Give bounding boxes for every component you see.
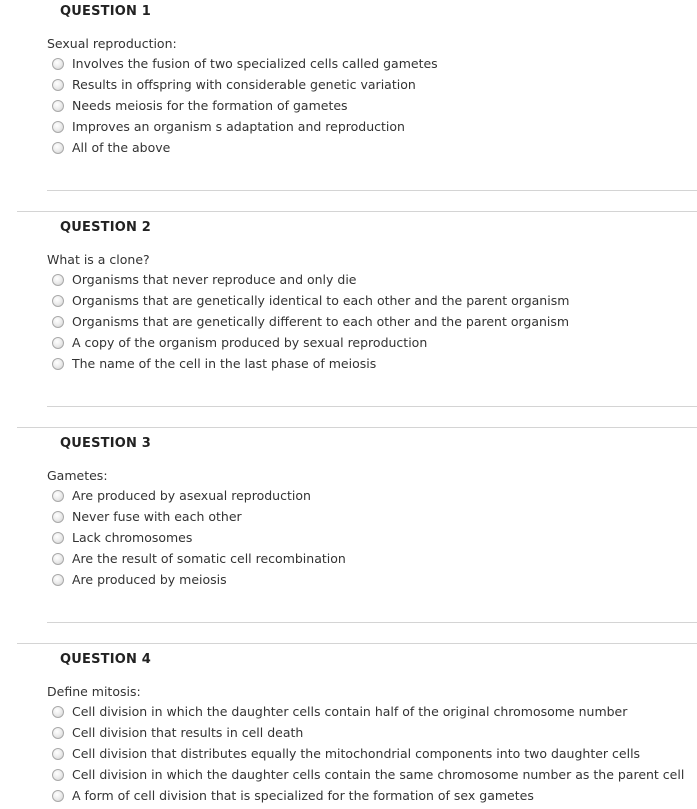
question-header: QUESTION 3 (60, 436, 152, 451)
answer-option[interactable] (52, 353, 569, 374)
question-block-1 (0, 0, 697, 215)
radio-button[interactable] (52, 79, 64, 91)
radio-button[interactable] (52, 790, 64, 802)
answer-option-label: Cell division that distributes equally the mitochondrial components into two daughter cells (72, 746, 641, 761)
answer-option[interactable] (52, 527, 346, 548)
question-divider (47, 622, 697, 623)
question-prompt: What is a clone? (47, 252, 150, 267)
answer-option-label: Results in offspring with considerable genetic variation (72, 77, 416, 92)
answer-options (52, 53, 438, 158)
answer-option[interactable] (52, 701, 684, 722)
section-divider (17, 643, 697, 644)
answer-option[interactable] (52, 485, 346, 506)
answer-option[interactable] (52, 548, 346, 569)
radio-button[interactable] (52, 58, 64, 70)
radio-button[interactable] (52, 511, 64, 523)
answer-option[interactable] (52, 95, 438, 116)
answer-option[interactable] (52, 569, 346, 590)
question-header: QUESTION 1 (60, 4, 152, 19)
answer-option[interactable] (52, 269, 569, 290)
radio-button[interactable] (52, 553, 64, 565)
radio-button[interactable] (52, 142, 64, 154)
answer-option[interactable] (52, 290, 569, 311)
answer-options (52, 485, 346, 590)
answer-option-label: Cell division in which the daughter cells contain half of the original chromosome number (72, 704, 628, 719)
answer-option-label: Organisms that are genetically identical to each other and the parent organism (72, 293, 570, 308)
answer-option[interactable] (52, 785, 684, 806)
answer-option[interactable] (52, 116, 438, 137)
question-block-4 (0, 648, 697, 809)
answer-option[interactable] (52, 764, 684, 785)
answer-option-label: Needs meiosis for the formation of gametes (72, 98, 348, 113)
answer-option-label: Never fuse with each other (72, 509, 242, 524)
answer-options (52, 269, 569, 374)
question-block-3 (0, 432, 697, 647)
answer-option[interactable] (52, 332, 569, 353)
radio-button[interactable] (52, 532, 64, 544)
question-divider (47, 190, 697, 191)
answer-option-label: A copy of the organism produced by sexual reproduction (72, 335, 428, 350)
answer-option[interactable] (52, 506, 346, 527)
answer-option[interactable] (52, 137, 438, 158)
radio-button[interactable] (52, 490, 64, 502)
question-prompt: Define mitosis: (47, 684, 141, 699)
answer-option-label: Are produced by meiosis (72, 572, 227, 587)
radio-button[interactable] (52, 358, 64, 370)
answer-option-label: Cell division that results in cell death (72, 725, 304, 740)
answer-option[interactable] (52, 311, 569, 332)
radio-button[interactable] (52, 574, 64, 586)
answer-option-label: Are produced by asexual reproduction (72, 488, 311, 503)
answer-option-label: A form of cell division that is specialized for the formation of sex gametes (72, 788, 534, 803)
radio-button[interactable] (52, 748, 64, 760)
radio-button[interactable] (52, 706, 64, 718)
section-divider (17, 211, 697, 212)
radio-button[interactable] (52, 295, 64, 307)
question-header: QUESTION 2 (60, 220, 152, 235)
question-block-2 (0, 216, 697, 431)
question-header: QUESTION 4 (60, 652, 152, 667)
question-divider (47, 406, 697, 407)
answer-option-label: Improves an organism s adaptation and reproduction (72, 119, 405, 134)
answer-option-label: Organisms that never reproduce and only die (72, 272, 357, 287)
answer-option-label: Are the result of somatic cell recombination (72, 551, 346, 566)
answer-option-label: Involves the fusion of two specialized cells called gametes (72, 56, 438, 71)
radio-button[interactable] (52, 727, 64, 739)
answer-option[interactable] (52, 743, 684, 764)
answer-option[interactable] (52, 722, 684, 743)
radio-button[interactable] (52, 121, 64, 133)
radio-button[interactable] (52, 100, 64, 112)
radio-button[interactable] (52, 337, 64, 349)
answer-option-label: Lack chromosomes (72, 530, 193, 545)
answer-option-label: All of the above (72, 140, 171, 155)
radio-button[interactable] (52, 316, 64, 328)
answer-option-label: Organisms that are genetically different to each other and the parent organism (72, 314, 570, 329)
answer-option-label: The name of the cell in the last phase of meiosis (72, 356, 377, 371)
answer-options (52, 701, 684, 806)
answer-option-label: Cell division in which the daughter cells contain the same chromosome number as the parent cell (72, 767, 685, 782)
question-prompt: Sexual reproduction: (47, 36, 177, 51)
answer-option[interactable] (52, 53, 438, 74)
question-prompt: Gametes: (47, 468, 108, 483)
section-divider (17, 427, 697, 428)
radio-button[interactable] (52, 274, 64, 286)
answer-option[interactable] (52, 74, 438, 95)
radio-button[interactable] (52, 769, 64, 781)
